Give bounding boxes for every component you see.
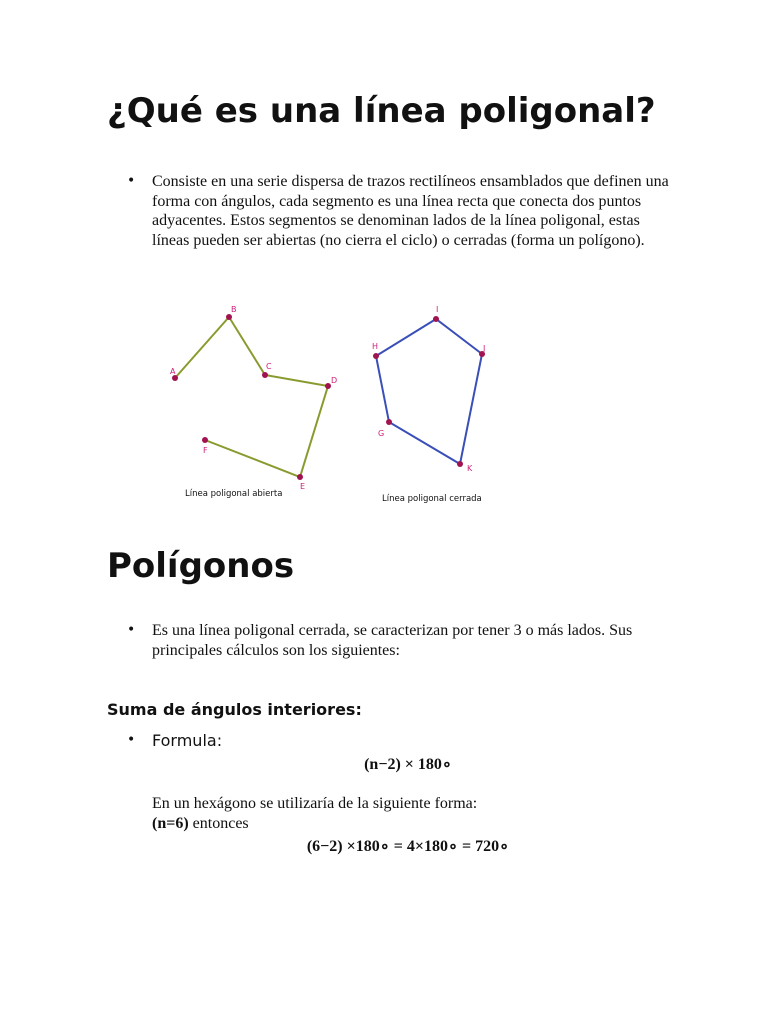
formula-label: Formula: [152,731,223,750]
example-then: entonces [188,814,249,832]
formula-general: (n−2) × 180∘ [364,756,452,773]
label-h: H [372,342,379,351]
heading-linea-poligonal: ¿Qué es una línea poligonal? [107,91,656,131]
point-h [373,353,379,359]
label-k: K [467,464,473,473]
example-text: En un hexágono se utilizaría de la siguiente forma: [152,795,478,812]
bullet-icon: • [127,732,136,748]
closed-point-labels [372,305,485,473]
definition-paragraph: Consiste en una serie dispersa de trazos rectilíneos ensamblados que definen una forma con ángulos, cada segmento es una línea recta que conecta dos puntos adyacentes. Estos segmentos se denominan lados de la línea poligonal, estas líneas pueden ser abiertas (no cierra el ciclo) o cerradas (forma un polígono). [152,173,669,249]
closed-polygon [376,319,482,464]
label-a: A [170,367,176,376]
point-k [457,461,463,467]
heading-suma-angulos: Suma de ángulos interiores: [107,700,362,719]
open-point-labels [170,305,337,491]
point-e [297,474,303,480]
label-c: C [266,362,272,371]
heading-poligonos: Polígonos [107,546,295,586]
label-f: F [203,446,208,455]
closed-caption: Línea poligonal cerrada [382,494,482,504]
point-c [262,372,268,378]
bullet-icon: • [127,622,136,638]
point-i [433,316,439,322]
label-e: E [300,482,306,491]
label-d: D [331,376,338,385]
open-caption: Línea poligonal abierta [185,489,283,499]
polygonal-lines-figure [160,298,540,508]
point-b [226,314,232,320]
example-n: (n=6) [152,814,189,832]
label-b: B [231,305,237,314]
example-paragraph [152,794,672,833]
label-i: I [436,305,439,314]
point-f [202,437,208,443]
label-g: G [378,429,385,438]
label-j: J [483,344,486,353]
closed-points [373,316,485,467]
point-g [386,419,392,425]
formula-example: (6−2) ×180∘ = 4×180∘ = 720∘ [306,838,510,855]
poligonos-paragraph: Es una línea poligonal cerrada, se caracterizan por tener 3 o más lados. Sus principales cálculos son los siguientes: [152,622,633,659]
bullet-icon: • [127,173,136,189]
open-polyline [175,317,328,477]
